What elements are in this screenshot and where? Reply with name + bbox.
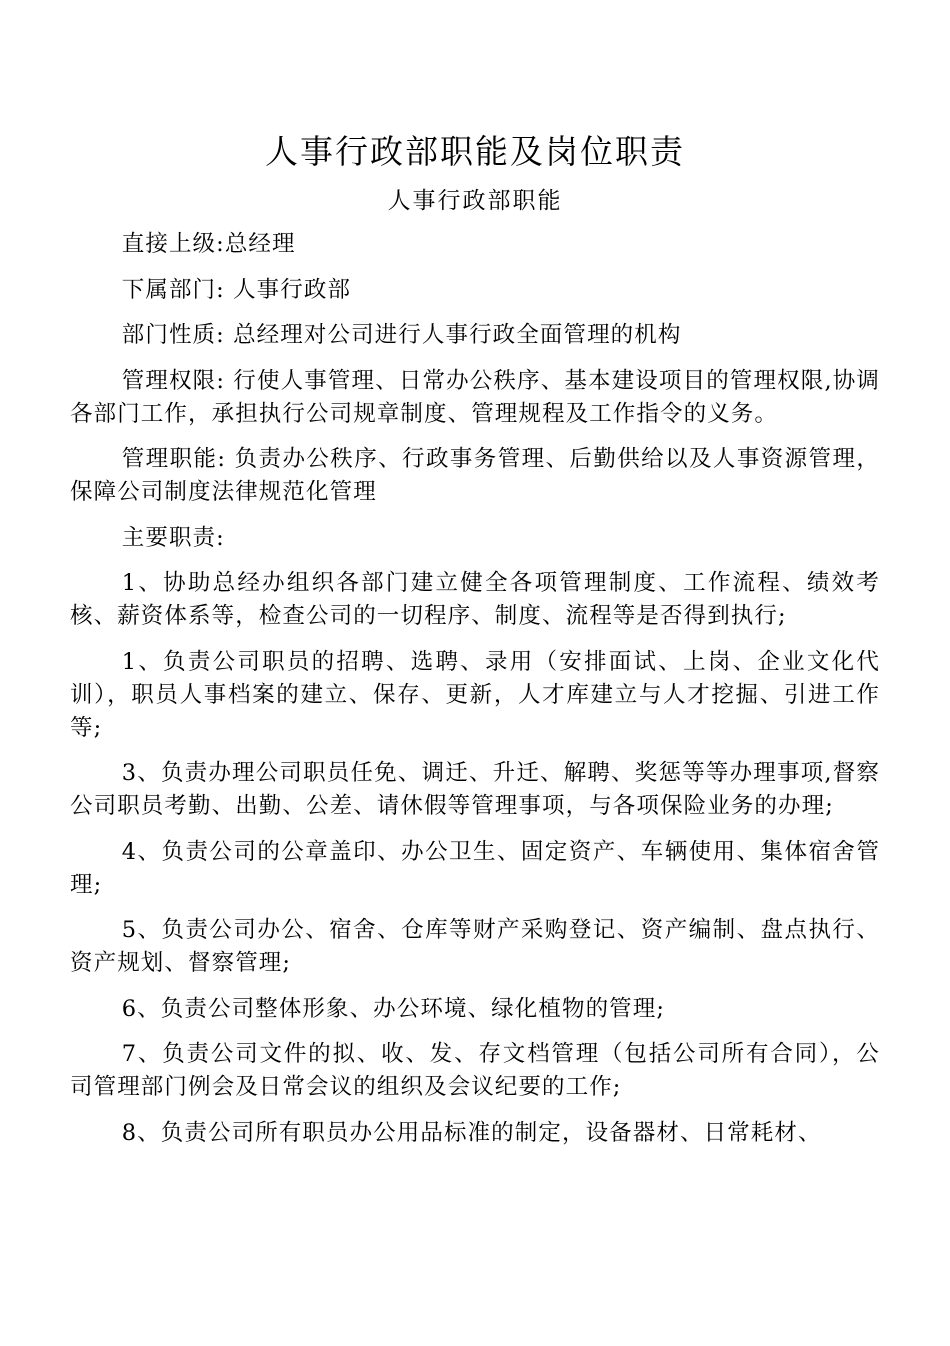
paragraph-management-function: 管理职能: 负责办公秩序、行政事务管理、后勤供给以及人事资源管理，保障公司制度法律规范化管理 xyxy=(70,446,880,505)
duty-item: 7、负责公司文件的拟、收、发、存文档管理（包括公司所有合同），公司管理部门例会及日常会议的组织及会议纪要的工作; xyxy=(70,1041,880,1100)
document-title: 人事行政部职能及岗位职责 xyxy=(265,132,685,171)
duty-item: 5、负责公司办公、宿舍、仓库等财产采购登记、资产编制、盘点执行、资产规划、督察管理; xyxy=(70,917,880,976)
paragraph-department-nature: 部门性质: 总经理对公司进行人事行政全面管理的机构 xyxy=(121,322,682,348)
duty-item: 3、负责办理公司职员任免、调迁、升迁、解聘、奖惩等等办理事项,督察公司职员考勤、出勤、公差、请休假等管理事项，与各项保险业务的办理; xyxy=(70,760,880,819)
duty-item: 8、负责公司所有职员办公用品标准的制定，设备器材、日常耗材、 xyxy=(121,1119,822,1146)
duty-item: 1、负责公司职员的招聘、选聘、录用（安排面试、上岗、企业文化代训），职员人事档案的建立、保存、更新，人才库建立与人才挖掘、引进工作等; xyxy=(70,648,880,741)
document-subtitle: 人事行政部职能 xyxy=(387,188,563,214)
paragraph-subordinate-department: 下属部门: 人事行政部 xyxy=(121,276,352,303)
document-body xyxy=(70,228,880,1162)
duty-item: 6、负责公司整体形象、办公环境、绿化植物的管理; xyxy=(121,995,666,1022)
paragraph-main-duties-heading: 主要职责: xyxy=(121,524,225,551)
paragraph-direct-superior: 直接上级:总经理 xyxy=(121,231,296,257)
paragraph-management-authority: 管理权限: 行使人事管理、日常办公秩序、基本建设项目的管理权限,协调各部门工作，承担执行公司规章制度、管理规程及工作指令的义务。 xyxy=(70,367,880,427)
duty-item: 4、负责公司的公章盖印、办公卫生、固定资产、车辆使用、集体宿舍管理; xyxy=(70,838,880,898)
duty-item: 1、协助总经办组织各部门建立健全各项管理制度、工作流程、绩效考核、薪资体系等，检查公司的一切程序、制度、流程等是否得到执行; xyxy=(70,570,880,629)
